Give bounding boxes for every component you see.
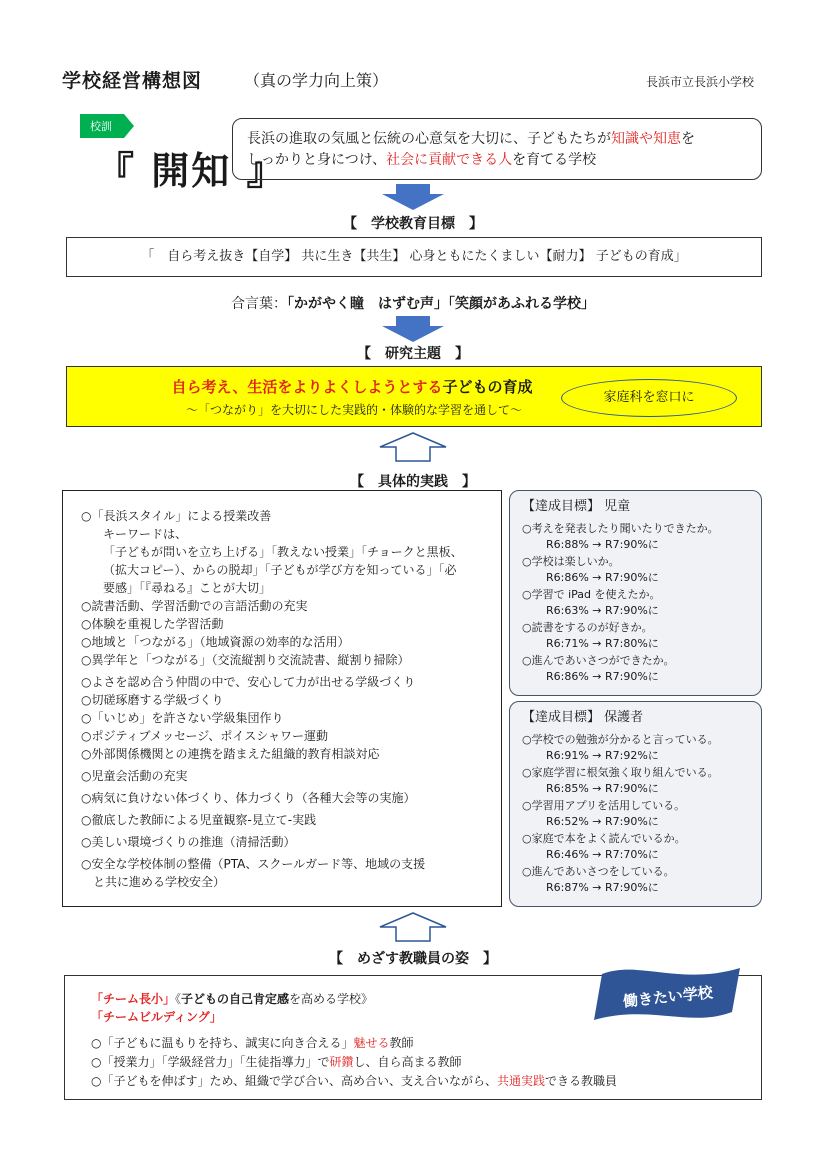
school-goal-box: 「 自ら考え抜き【自学】 共に生き【共生】 心身ともにたくましい【耐力】 子どもの育成」 bbox=[66, 237, 762, 277]
practice-item: ○「いじめ」を許さない学級集団作り bbox=[81, 711, 284, 725]
target-question: ○考えを発表したり聞いたりできたか。 bbox=[522, 522, 719, 535]
target-question: ○進んであいさつができたか。 bbox=[522, 654, 675, 667]
target-value: R6:87% → R7:90%に bbox=[546, 881, 659, 894]
practice-item: キーワードは、 bbox=[103, 527, 188, 541]
motto-desc-line-1: 長浜の進取の気風と伝統の心意気を大切に、子どもたちが知識や知恵を bbox=[247, 131, 695, 147]
page-subtitle: （真の学力向上策） bbox=[244, 71, 389, 90]
practice-item: ○児童会活動の充実 bbox=[81, 769, 188, 783]
slogan-text: 「かがやく瞳 はずむ声」「笑顔があふれる学校」 bbox=[287, 296, 595, 312]
practice-item: 要感」「『尋ねる』ことが大切」 bbox=[103, 581, 272, 595]
research-window-oval: 家庭科を窓口に bbox=[561, 379, 737, 417]
practice-item: ○病気に負けない体づくり、体力づくり（各種大会等の実施） bbox=[81, 791, 416, 805]
arrow-down-icon bbox=[382, 184, 444, 210]
research-theme-sub: ～「つながり」を大切にした実践的・体験的な学習を通して～ bbox=[185, 403, 522, 417]
target-value: R6:52% → R7:90%に bbox=[546, 815, 659, 828]
motto-tag bbox=[80, 114, 134, 138]
targets-parents-heading: 【達成目標】 保護者 bbox=[522, 710, 644, 725]
targets-children-heading: 【達成目標】 児童 bbox=[522, 499, 631, 514]
practice-item: ○切磋琢磨する学級づくり bbox=[81, 693, 224, 707]
arrow-up-icon bbox=[378, 432, 448, 462]
motto-tag-label: 校訓 bbox=[90, 120, 112, 133]
target-value: R6:46% → R7:70%に bbox=[546, 848, 659, 861]
targets-parents-box bbox=[509, 701, 762, 907]
slogan bbox=[0, 293, 826, 313]
target-question: ○読書をするのが好きか。 bbox=[522, 621, 653, 634]
practice-item: ○美しい環境づくりの推進（清掃活動） bbox=[81, 835, 296, 849]
arrow-up-icon bbox=[378, 912, 448, 942]
motto-description bbox=[232, 118, 762, 180]
targets-children-box bbox=[509, 490, 762, 696]
staff-bullet: ○「子どもに温もりを持ち、誠実に向き合える」魅せる教師 bbox=[91, 1036, 414, 1050]
target-question: ○進んであいさつをしている。 bbox=[522, 865, 675, 878]
practice-item: ○安全な学校体制の整備（PTA、スクールガード等、地域の支援 bbox=[81, 857, 426, 871]
staff-teambuilding-line: 「チームビルディング」 bbox=[91, 1010, 222, 1024]
badge-label: 働きたい学校 bbox=[622, 983, 714, 1011]
target-value: R6:63% → R7:90%に bbox=[546, 604, 659, 617]
staff-heading: 【 めざす教職員の姿 】 bbox=[329, 951, 497, 967]
target-question: ○家庭で本をよく読んでいるか。 bbox=[522, 832, 686, 845]
target-question: ○学校での勉強が分かると言っている。 bbox=[522, 733, 719, 746]
practice-item: ○よさを認め合う仲間の中で、安心して力が出せる学級づくり bbox=[81, 675, 416, 689]
practice-item: ○異学年と「つながる」（交流縦割り交流読書、縦割り掃除） bbox=[81, 653, 410, 667]
target-value: R6:88% → R7:90%に bbox=[546, 538, 659, 551]
target-value: R6:86% → R7:90%に bbox=[546, 670, 659, 683]
target-question: ○学習で iPad を使えたか。 bbox=[522, 588, 661, 601]
practice-item: ○外部関係機関との連携を踏まえた組織的教育相談対応 bbox=[81, 747, 380, 761]
practice-item: ○体験を重視した学習活動 bbox=[81, 617, 224, 631]
practice-item: ○「長浜スタイル」による授業改善 bbox=[81, 509, 272, 523]
practice-box bbox=[62, 490, 502, 907]
workplace-badge bbox=[590, 960, 750, 1030]
target-value: R6:71% → R7:80%に bbox=[546, 637, 659, 650]
practice-item: 「子どもが問いを立ち上げる」「教えない授業」「チョークと黒板、 bbox=[103, 545, 463, 559]
arrow-down-icon bbox=[382, 316, 444, 342]
research-heading: 【 研究主題 】 bbox=[357, 346, 469, 362]
page-title: 学校経営構想図 bbox=[62, 70, 203, 92]
staff-bullet: ○「子どもを伸ばす」ため、組織で学び合い、高め合い、支え合いながら、共通実践できる教職員 bbox=[91, 1074, 618, 1088]
practice-item: と共に進める学校安全） bbox=[93, 875, 226, 889]
practice-item: ○地域と「つながる」（地域資源の効率的な活用） bbox=[81, 635, 350, 649]
practice-item: ○徹底した教師による児童観察-見立て-実践 bbox=[81, 813, 317, 827]
target-value: R6:86% → R7:90%に bbox=[546, 571, 659, 584]
practice-heading: 【 具体的実践 】 bbox=[350, 474, 476, 490]
highlight-contribute: 社会に貢献できる人 bbox=[386, 152, 513, 168]
school-name: 長浜市立長浜小学校 bbox=[646, 75, 755, 89]
school-goal-heading: 【 学校教育目標 】 bbox=[343, 216, 483, 232]
staff-team-line: 「チーム長小」《子どもの自己肯定感を高める学校》 bbox=[91, 992, 374, 1006]
slogan-label: 合言葉： bbox=[231, 296, 287, 312]
motto-desc-line-2: しっかりと身につけ、社会に貢献できる人を育てる学校 bbox=[247, 152, 597, 168]
practice-item: ○ポジティブメッセージ、ポイスシャワー運動 bbox=[81, 729, 328, 743]
research-theme-main: 自ら考え、生活をよりよくしようとする子どもの育成 bbox=[171, 378, 533, 396]
staff-bullet: ○「授業力」「学級経営力」「生徒指導力」で研鑽し、自ら高まる教師 bbox=[91, 1055, 462, 1069]
target-question: ○学校は楽しいか。 bbox=[522, 555, 620, 568]
research-theme-box bbox=[66, 366, 762, 427]
practice-item: ○読書活動、学習活動での言語活動の充実 bbox=[81, 599, 308, 613]
target-value: R6:91% → R7:92%に bbox=[546, 749, 659, 762]
practice-item: （拡大コピー）、からの脱却」「子どもが学び方を知っている」「必 bbox=[103, 563, 457, 577]
target-value: R6:85% → R7:90%に bbox=[546, 782, 659, 795]
target-question: ○学習用アプリを活用している。 bbox=[522, 799, 686, 812]
badge-wave-shape bbox=[590, 960, 750, 1030]
target-question: ○家庭学習に根気強く取り組んでいる。 bbox=[522, 766, 719, 779]
school-motto: 『 開知 』 bbox=[96, 149, 287, 193]
highlight-knowledge: 知識や知恵 bbox=[611, 131, 681, 147]
